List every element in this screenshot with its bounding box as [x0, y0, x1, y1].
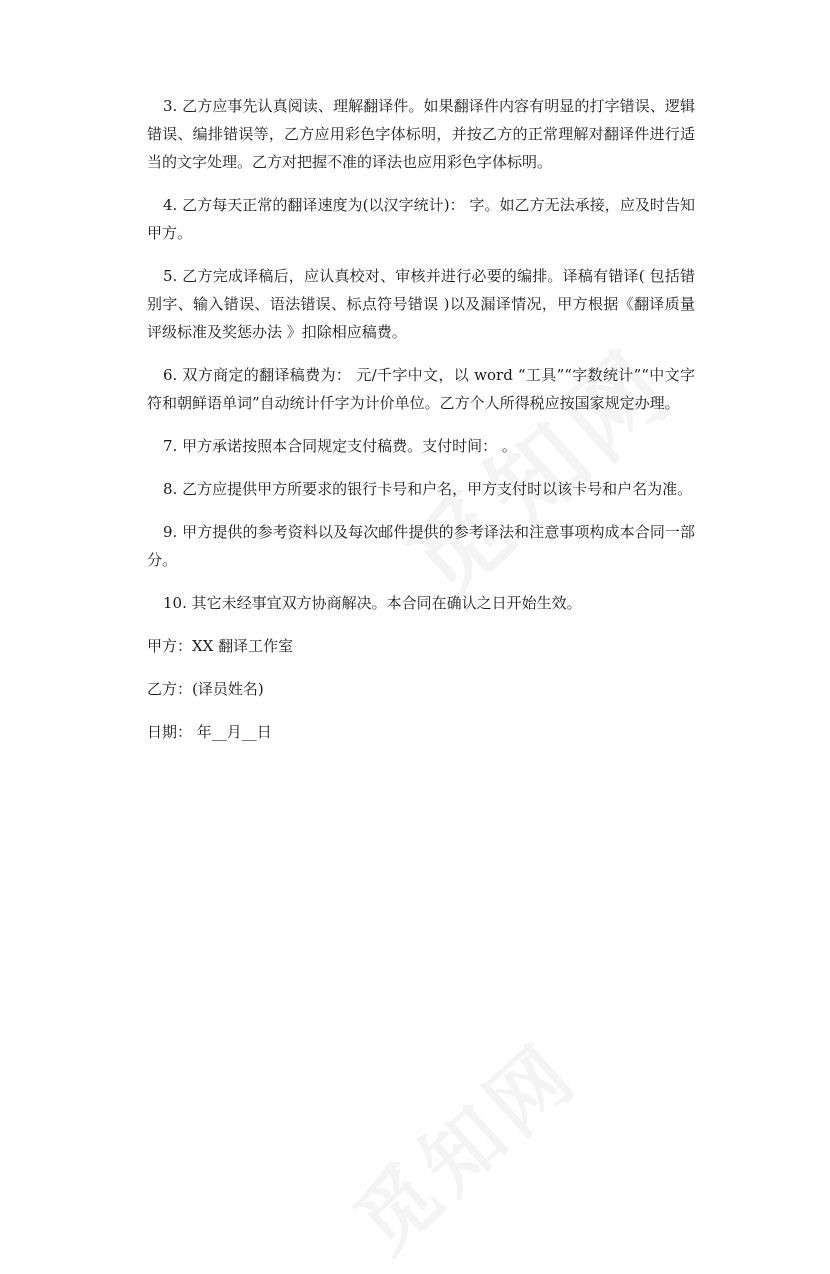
watermark	[325, 1011, 598, 1273]
clause-4: 4. 乙方每天正常的翻译速度为(以汉字统计)： 字。如乙方无法承接，应及时告知甲方。	[147, 196, 695, 242]
clause-7: 7. 甲方承诺按照本合同规定支付稿费。支付时间： 。	[163, 437, 517, 455]
party-a-signature: 甲方：XX 翻译工作室	[147, 637, 294, 655]
clause-6: 6. 双方商定的翻译稿费为： 元/千字中文，以 word “工具”“字数统计”“中文字符和朝鲜语单词”自动统计仟字为计价单位。乙方个人所得税应按国家规定办理。	[147, 366, 695, 412]
clause-10: 10. 其它未经事宜双方协商解决。本合同在确认之日开始生效。	[163, 594, 582, 612]
party-b-signature: 乙方：(译员姓名)	[147, 680, 264, 698]
clause-9: 9. 甲方提供的参考资料以及每次邮件提供的参考译法和注意事项构成本合同一部分。	[147, 523, 695, 569]
clause-5: 5. 乙方完成译稿后，应认真校对、审核并进行必要的编排。译稿有错译( 包括错别字、输入错误、语法错误、标点符号错误 )以及漏译情况，甲方根据《翻译质量评级标准及奖惩办法 》扣除相应稿费。	[147, 267, 695, 341]
signature-date: 日期： 年__月__日	[147, 723, 272, 741]
clause-3: 3. 乙方应事先认真阅读、理解翻译件。如果翻译件内容有明显的打字错误、逻辑错误、编排错误等，乙方应用彩色字体标明，并按乙方的正常理解对翻译件进行适当的文字处理。乙方对把握不准的译法也应用彩色字体标明。	[147, 97, 695, 171]
contract-body	[147, 92, 695, 761]
clause-8: 8. 乙方应提供甲方所要求的银行卡号和户名，甲方支付时以该卡号和户名为准。	[163, 480, 693, 498]
